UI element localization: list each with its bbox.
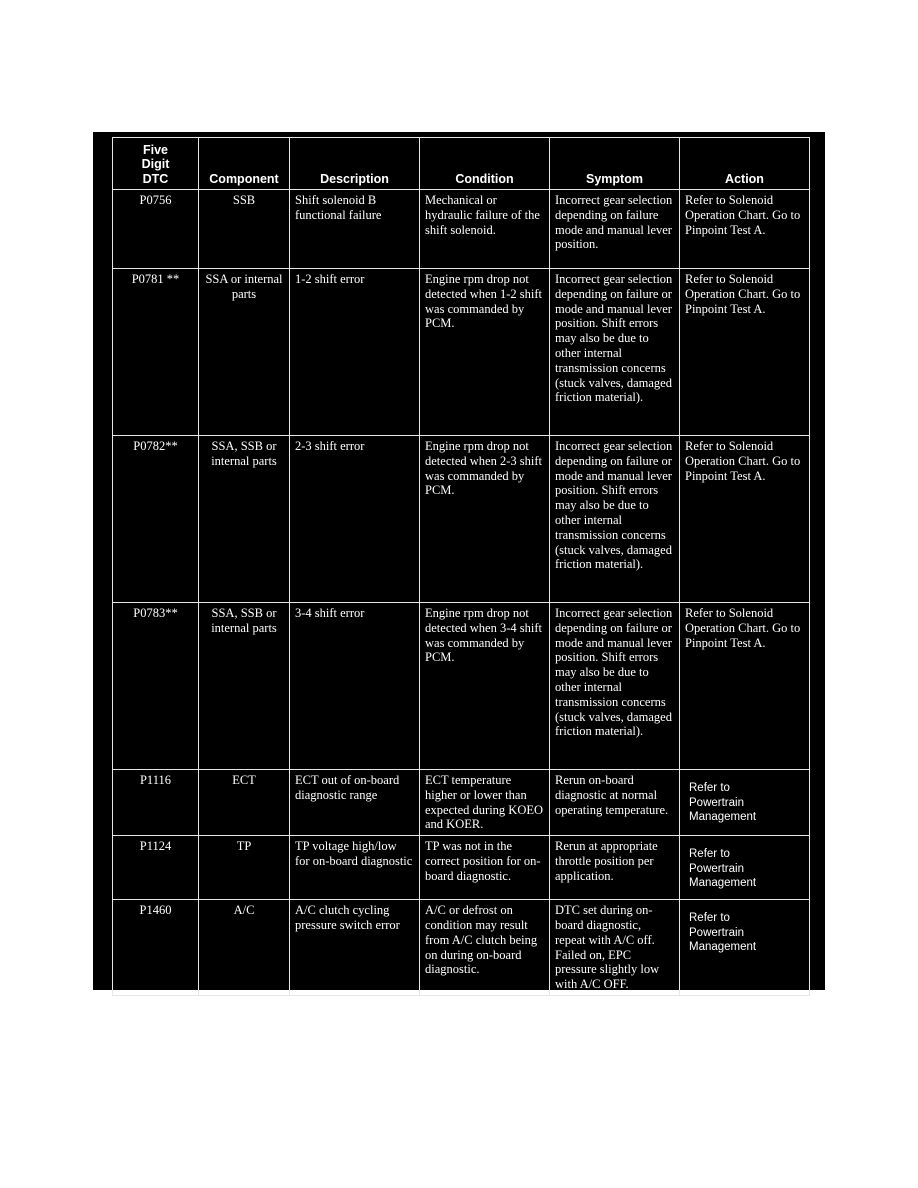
cell-condition: Engine rpm drop not detected when 2-3 shift was commanded by PCM. (420, 436, 550, 603)
table-row (113, 190, 810, 269)
cell-component: SSB (199, 190, 290, 269)
cell-condition: Engine rpm drop not detected when 3-4 shift was commanded by PCM. (420, 603, 550, 770)
dtc-table (112, 137, 810, 996)
cell-action: Refer to Solenoid Operation Chart. Go to Pinpoint Test A. (680, 436, 810, 603)
table-row (113, 770, 810, 836)
cell-component: SSA, SSB or internal parts (199, 603, 290, 770)
header-condition: Condition (420, 138, 550, 190)
cell-action (680, 900, 810, 996)
cell-component: SSA or internal parts (199, 269, 290, 436)
table-row (113, 269, 810, 436)
header-symptom: Symptom (550, 138, 680, 190)
cell-description: 1-2 shift error (290, 269, 420, 436)
cell-action: Refer to Solenoid Operation Chart. Go to Pinpoint Test A. (680, 269, 810, 436)
cell-symptom: Rerun at appropriate throttle position per application. (550, 836, 680, 900)
cell-description: 3-4 shift error (290, 603, 420, 770)
cell-symptom: Rerun on-board diagnostic at normal operating temperature. (550, 770, 680, 836)
cell-action: Refer to Solenoid Operation Chart. Go to Pinpoint Test A. (680, 190, 810, 269)
cell-component: ECT (199, 770, 290, 836)
cell-condition: Mechanical or hydraulic failure of the shift solenoid. (420, 190, 550, 269)
table-row (113, 436, 810, 603)
cell-component: TP (199, 836, 290, 900)
cell-dtc: P0782** (113, 436, 199, 603)
cell-dtc: P0756 (113, 190, 199, 269)
header-dtc: Five Digit DTC (113, 138, 199, 190)
cell-condition: TP was not in the correct position for on-board diagnostic. (420, 836, 550, 900)
action-text: Refer to Powertrain Management (689, 848, 757, 890)
cell-dtc: P1116 (113, 770, 199, 836)
cell-dtc: P0781 ** (113, 269, 199, 436)
table-row (113, 836, 810, 900)
cell-condition: A/C or defrost on condition may result from A/C clutch being on during on-board diagnostic. (420, 900, 550, 996)
cell-component: A/C (199, 900, 290, 996)
cell-symptom: Incorrect gear selection depending on failure or mode and manual lever position. Shift errors may also be due to other internal transmission concerns (stuck valves, damaged friction material). (550, 269, 680, 436)
table-row (113, 603, 810, 770)
table-header-row (113, 138, 810, 190)
cell-symptom: Incorrect gear selection depending on failure or mode and manual lever position. Shift errors may also be due to other internal transmission concerns (stuck valves, damaged friction material). (550, 603, 680, 770)
cell-symptom: DTC set during on-board diagnostic, repeat with A/C off. Failed on, EPC pressure slightly low with A/C OFF. (550, 900, 680, 996)
table-row (113, 900, 810, 996)
cell-symptom: Incorrect gear selection depending on failure mode and manual lever position. (550, 190, 680, 269)
cell-description: TP voltage high/low for on-board diagnostic (290, 836, 420, 900)
cell-action (680, 770, 810, 836)
cell-description: ECT out of on-board diagnostic range (290, 770, 420, 836)
cell-description: Shift solenoid B functional failure (290, 190, 420, 269)
document-panel (93, 132, 825, 990)
header-component: Component (199, 138, 290, 190)
cell-symptom: Incorrect gear selection depending on failure or mode and manual lever position. Shift errors may also be due to other internal transmission concerns (stuck valves, damaged friction material). (550, 436, 680, 603)
cell-condition: Engine rpm drop not detected when 1-2 shift was commanded by PCM. (420, 269, 550, 436)
cell-dtc: P1124 (113, 836, 199, 900)
cell-description: A/C clutch cycling pressure switch error (290, 900, 420, 996)
cell-dtc: P1460 (113, 900, 199, 996)
action-text: Refer to Powertrain Management (689, 782, 757, 823)
header-description: Description (290, 138, 420, 190)
cell-condition: ECT temperature higher or lower than expected during KOEO and KOER. (420, 770, 550, 836)
header-action: Action (680, 138, 810, 190)
cell-action (680, 836, 810, 900)
cell-description: 2-3 shift error (290, 436, 420, 603)
cell-component: SSA, SSB or internal parts (199, 436, 290, 603)
action-text: Refer to Powertrain Management (689, 912, 757, 954)
cell-action: Refer to Solenoid Operation Chart. Go to Pinpoint Test A. (680, 603, 810, 770)
cell-dtc: P0783** (113, 603, 199, 770)
